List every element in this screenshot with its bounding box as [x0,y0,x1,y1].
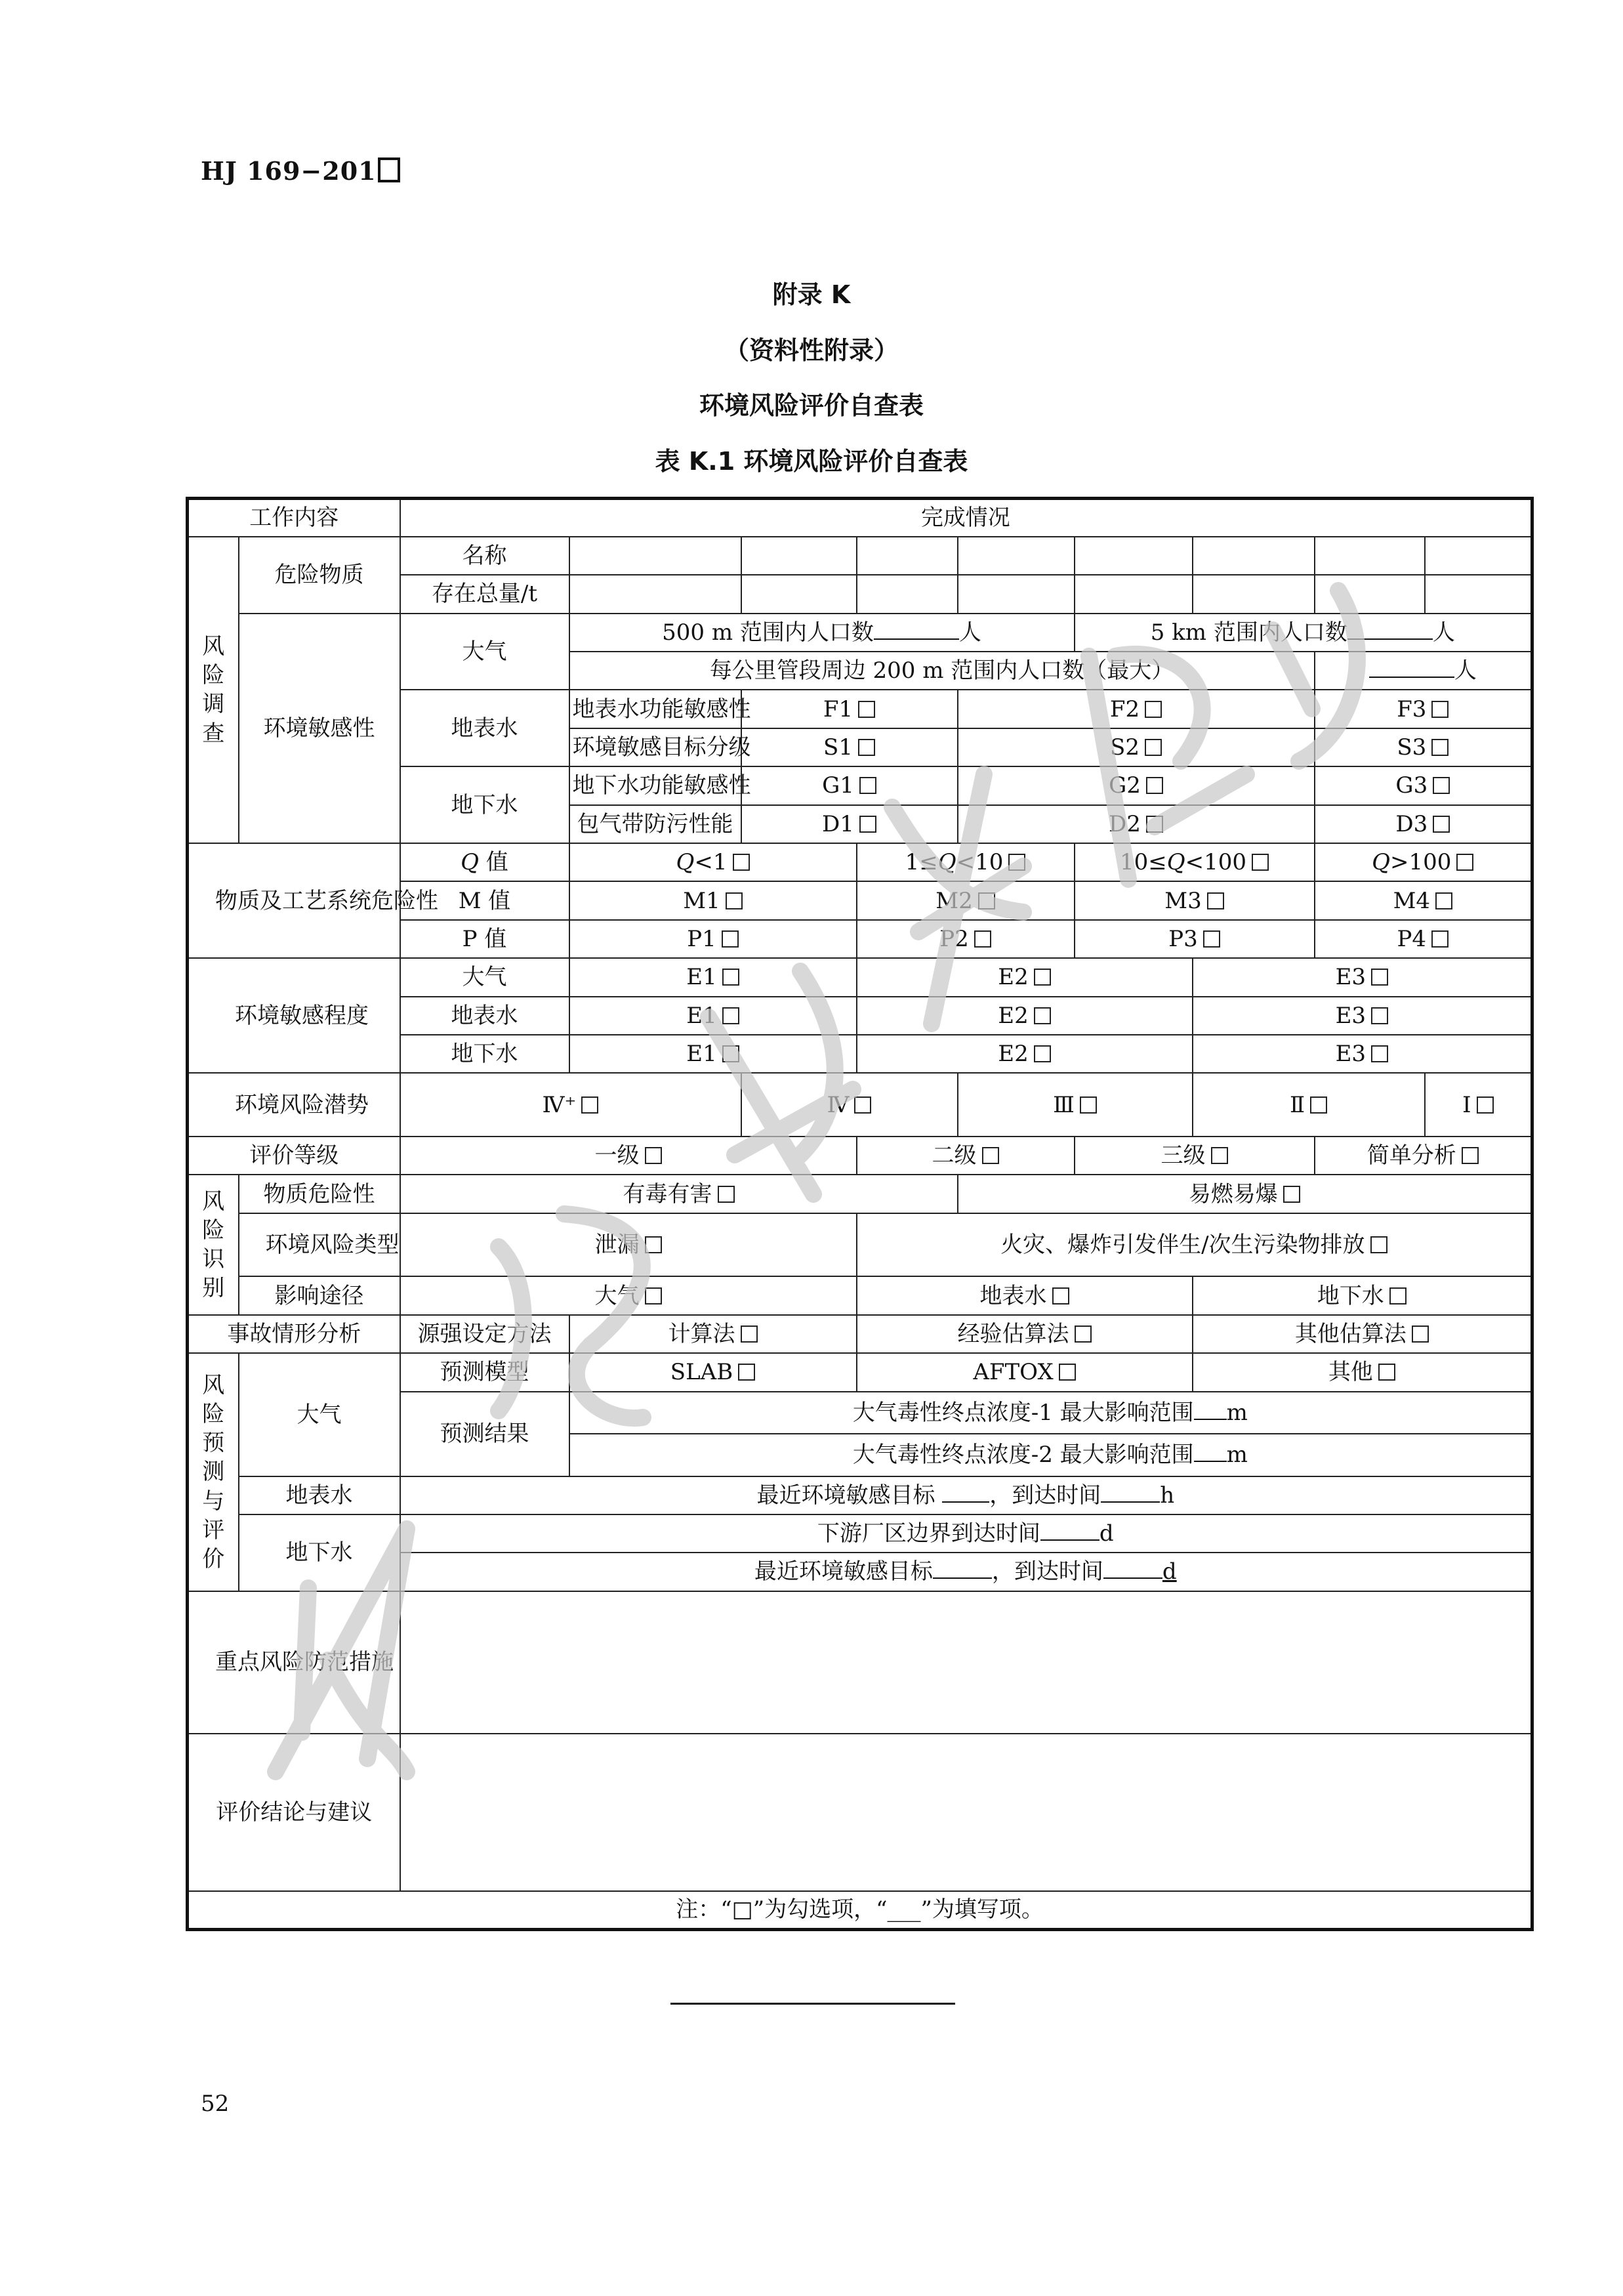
option-grade-simple[interactable]: 简单分析 [1315,1137,1532,1175]
table-row [188,843,1532,881]
appendix-heading: 附录 K [772,280,851,309]
eval-grade-label: 评价等级 [188,1137,400,1175]
header-work-content: 工作内容 [188,499,400,537]
option-air-e2[interactable]: E2 [857,958,1193,996]
checkbox-icon[interactable] [1052,1287,1069,1305]
option-pathway-air[interactable]: 大气 [400,1276,857,1314]
option-g3[interactable]: G3 [1315,766,1532,804]
risk-identification-label: 风险识别 [188,1175,239,1314]
option-pathway-gw[interactable]: 地下水 [1193,1276,1532,1314]
option-m1[interactable]: M1 [569,881,857,919]
option-pathway-sw[interactable]: 地表水 [857,1276,1193,1314]
checkbox-icon[interactable] [1412,1325,1429,1343]
groundwater-label: 地下水 [400,766,569,843]
checkbox-icon[interactable] [978,892,995,909]
name-cell[interactable] [1425,537,1532,575]
sw-target-label: 环境敏感目标分级 [569,728,741,766]
sw-nearest-target: 最近环境敏感目标 ，到达时间 h [400,1476,1532,1514]
table-row [188,1073,1532,1137]
checkbox-icon[interactable] [1080,1096,1097,1114]
document-code [201,156,400,186]
population-500m: 500 m 范围内人口数 人 [569,614,1075,652]
option-other-model[interactable]: 其他 [1193,1353,1532,1391]
checkbox-icon[interactable] [1145,739,1162,756]
table-row [188,614,1532,652]
checkbox-icon[interactable] [854,1096,871,1114]
option-g1[interactable]: G1 [741,766,958,804]
checkbox-icon[interactable] [1371,1007,1388,1024]
checkbox-icon[interactable] [645,1236,662,1253]
population-5km: 5 km 范围内人口数 人 [1075,614,1532,652]
gw-function-label: 地下水功能敏感性 [569,766,741,804]
option-grade2[interactable]: 二级 [857,1137,1075,1175]
option-slab[interactable]: SLAB [569,1353,857,1391]
option-p3[interactable]: P3 [1075,920,1315,958]
vadose-label: 包气带防污性能 [569,805,741,843]
option-g2[interactable]: G2 [958,766,1315,804]
option-q2[interactable]: 1≤Q<10 [857,843,1075,881]
option-f3[interactable]: F3 [1315,690,1532,728]
checkbox-icon[interactable] [1477,1096,1494,1114]
option-s3[interactable]: S3 [1315,728,1532,766]
option-fire-explosion[interactable]: 火灾、爆炸引发伴生/次生污染物排放 [857,1213,1532,1277]
key-measures-label: 重点风险防范措施 [188,1591,400,1734]
option-calc[interactable]: 计算法 [569,1315,857,1353]
table-row [188,1213,1532,1277]
table-row [188,1891,1532,1930]
name-cell[interactable] [1193,537,1315,575]
option-leak[interactable]: 泄漏 [400,1213,857,1277]
process-hazard-label: 物质及工艺系统危险性 [188,843,400,958]
tox-endpoint-1: 大气毒性终点浓度-1 最大影响范围 m [569,1392,1532,1434]
checkbox-icon[interactable] [1371,969,1388,986]
stock-cell[interactable] [569,575,741,613]
option-sw-e2[interactable]: E2 [857,997,1193,1035]
risk-survey-label: 风险调查 [188,537,239,843]
checkbox-icon[interactable] [1207,892,1224,909]
population-5km-blank[interactable] [1347,638,1433,640]
stock-cell[interactable] [1075,575,1193,613]
option-f1[interactable]: F1 [741,690,958,728]
checkbox-icon[interactable] [741,1325,758,1343]
option-m4[interactable]: M4 [1315,881,1532,919]
stock-cell[interactable] [958,575,1075,613]
stock-cell[interactable] [1425,575,1532,613]
checkbox-icon[interactable] [1370,1236,1387,1253]
checkbox-icon[interactable] [1431,930,1448,948]
checkbox-icon[interactable] [1433,777,1450,794]
checkbox-icon[interactable] [859,816,876,833]
air-label: 大气 [400,614,569,690]
table-row [188,1276,1532,1314]
checkbox-icon[interactable] [1211,1147,1228,1164]
checkbox-icon[interactable] [645,1287,662,1305]
p-value-label: P 值 [400,920,569,958]
option-sw-e3[interactable]: E3 [1193,997,1532,1035]
name-cell[interactable] [1075,537,1193,575]
table-row [188,1175,1532,1213]
hazard-substance-label: 危险物质 [239,537,400,614]
header-completion: 完成情况 [400,499,1532,537]
checkbox-icon[interactable] [1034,1007,1051,1024]
option-flammable[interactable]: 易燃易爆 [958,1175,1532,1213]
checkbox-icon[interactable] [1462,1147,1479,1164]
name-cell[interactable] [958,537,1075,575]
table-row [188,1476,1532,1514]
option-p4[interactable]: P4 [1315,920,1532,958]
table-row [188,1734,1532,1891]
tox-endpoint-1-blank[interactable] [1194,1419,1227,1420]
env-sensitivity-label: 环境敏感性 [239,614,400,843]
checkbox-icon[interactable] [722,969,739,986]
checkbox-icon[interactable] [1034,969,1051,986]
checkbox-icon[interactable] [722,930,739,948]
population-500m-blank[interactable] [874,638,959,640]
option-p2[interactable]: P2 [857,920,1075,958]
checkbox-icon[interactable] [1431,739,1448,756]
table-note: 注：“□”为勾选项，“___”为填写项。 [188,1891,1532,1930]
option-f2[interactable]: F2 [958,690,1315,728]
stock-cell[interactable] [1315,575,1425,613]
option-q3[interactable]: 10≤Q<100 [1075,843,1315,881]
gw-target-blank[interactable] [933,1577,992,1579]
checkbox-icon[interactable] [718,1186,735,1203]
population-pipeline-blank[interactable] [1369,677,1454,678]
table-header-row [188,499,1532,537]
table-row [188,1315,1532,1353]
tox-endpoint-2: 大气毒性终点浓度-2 最大影响范围 m [569,1434,1532,1476]
population-pipeline: 每公里管段周边 200 m 范围内人口数（最大） [569,652,1315,690]
option-grade1[interactable]: 一级 [400,1137,857,1175]
option-iv[interactable]: Ⅳ [741,1073,958,1137]
name-cell[interactable] [1315,537,1425,575]
name-cell[interactable] [857,537,958,575]
option-s2[interactable]: S2 [958,728,1315,766]
gw-downstream: 下游厂区边界到达时间 d [400,1514,1532,1553]
table-row [188,958,1532,996]
checkbox-icon[interactable] [1059,1364,1076,1381]
checkbox-icon[interactable] [858,701,875,718]
option-s1[interactable]: S1 [741,728,958,766]
gw-nearest-target: 最近环境敏感目标 ，到达时间 d [400,1553,1532,1591]
option-i[interactable]: Ⅰ [1425,1073,1532,1137]
option-aftox[interactable]: AFTOX [857,1353,1193,1391]
air-label: 大气 [400,958,569,996]
table-row [188,1353,1532,1391]
stock-cell[interactable] [857,575,958,613]
self-check-table [186,497,1534,1931]
source-method-label: 源强设定方法 [400,1315,569,1353]
option-iv-plus[interactable]: Ⅳ⁺ [400,1073,741,1137]
surface-water-label: 地表水 [239,1476,400,1514]
checkbox-icon[interactable] [1371,1045,1388,1062]
gw-downstream-blank[interactable] [1040,1539,1099,1541]
option-grade3[interactable]: 三级 [1075,1137,1315,1175]
substance-hazard-label: 物质危险性 [239,1175,400,1213]
groundwater-label: 地下水 [239,1514,400,1591]
end-rule [670,2003,955,2005]
checkbox-icon[interactable] [1310,1096,1327,1114]
conclusion-cell[interactable] [400,1734,1532,1891]
option-q4[interactable]: Q>100 [1315,843,1532,881]
option-d3[interactable]: D3 [1315,805,1532,843]
checkbox-icon[interactable] [722,1007,739,1024]
checkbox-icon[interactable] [733,854,750,871]
table-row [188,1591,1532,1734]
name-label: 名称 [400,537,569,575]
option-gw-e2[interactable]: E2 [857,1035,1193,1073]
checkbox-icon[interactable] [645,1147,662,1164]
option-toxic[interactable]: 有毒有害 [400,1175,958,1213]
surface-water-label: 地表水 [400,997,569,1035]
sw-time-blank[interactable] [1101,1501,1160,1503]
pathway-label: 影响途径 [239,1276,400,1314]
checkbox-icon[interactable] [1389,1287,1407,1305]
checkbox-icon[interactable] [982,1147,999,1164]
stock-cell[interactable] [1193,575,1315,613]
option-other-est[interactable]: 其他估算法 [1193,1315,1532,1353]
option-q1[interactable]: Q<1 [569,843,857,881]
option-d1[interactable]: D1 [741,805,958,843]
page-title: 环境风险评价自查表 [699,391,924,420]
checkbox-icon[interactable] [726,892,743,909]
m-value-label: M 值 [400,881,569,919]
groundwater-label: 地下水 [400,1035,569,1073]
checkbox-icon[interactable] [1378,1364,1395,1381]
name-cell[interactable] [741,537,857,575]
page-number: 52 [201,2091,230,2117]
risk-type-label: 环境风险类型 [239,1213,400,1277]
stock-label: 存在总量/t [400,575,569,613]
checkbox-icon[interactable] [859,777,876,794]
option-gw-e1[interactable]: E1 [569,1035,857,1073]
accident-analysis-label: 事故情形分析 [188,1315,400,1353]
checkbox-icon[interactable] [1252,854,1269,871]
option-p1[interactable]: P1 [569,920,857,958]
sw-function-label: 地表水功能敏感性 [569,690,741,728]
checkbox-icon[interactable] [1435,892,1452,909]
checkbox-icon[interactable] [1008,854,1025,871]
table-row [188,1137,1532,1175]
gw-time-blank[interactable] [1103,1577,1162,1579]
checkbox-icon[interactable] [1433,816,1450,833]
placeholder-box-icon [378,157,400,182]
key-measures-cell[interactable] [400,1591,1532,1734]
table-row [188,1514,1532,1553]
stock-cell[interactable] [741,575,857,613]
checkbox-icon[interactable] [722,1045,739,1062]
checkbox-icon[interactable] [1203,930,1220,948]
checkbox-icon[interactable] [1456,854,1473,871]
sw-target-blank[interactable] [942,1501,989,1503]
tox-endpoint-2-blank[interactable] [1194,1461,1227,1462]
document-code-text: HJ 169−201 [201,156,377,186]
checkbox-icon[interactable] [1146,777,1163,794]
checkbox-icon[interactable] [1431,701,1448,718]
checkbox-icon[interactable] [858,739,875,756]
checkbox-icon[interactable] [581,1096,598,1114]
option-air-e1[interactable]: E1 [569,958,857,996]
checkbox-icon[interactable] [1283,1186,1300,1203]
appendix-type: （资料性附录） [724,336,899,365]
option-iii[interactable]: Ⅲ [958,1073,1193,1137]
table-row [188,537,1532,575]
option-empirical[interactable]: 经验估算法 [857,1315,1193,1353]
q-value-label: Q 值 [400,843,569,881]
name-cell[interactable] [569,537,741,575]
checkbox-icon[interactable] [974,930,991,948]
checkbox-icon[interactable] [738,1364,755,1381]
table-title: 表 K.1 环境风险评价自查表 [655,447,968,476]
option-sw-e1[interactable]: E1 [569,997,857,1035]
option-ii[interactable]: Ⅱ [1193,1073,1425,1137]
env-risk-potential-label: 环境风险潜势 [188,1073,400,1137]
option-gw-e3[interactable]: E3 [1193,1035,1532,1073]
env-sens-degree-label: 环境敏感程度 [188,958,400,1073]
surface-water-label: 地表水 [400,690,569,766]
pred-result-label: 预测结果 [400,1392,569,1476]
air-label: 大气 [239,1353,400,1476]
pred-model-label: 预测模型 [400,1353,569,1391]
option-m2[interactable]: M2 [857,881,1075,919]
conclusion-label: 评价结论与建议 [188,1734,400,1891]
population-pipeline-value: 人 [1315,652,1532,690]
risk-prediction-label: 风险预测与评价 [188,1353,239,1591]
checkbox-icon[interactable] [1075,1325,1092,1343]
option-m3[interactable]: M3 [1075,881,1315,919]
checkbox-icon[interactable] [1034,1045,1051,1062]
checkbox-icon[interactable] [1145,701,1162,718]
checkbox-icon[interactable] [1146,816,1163,833]
option-air-e3[interactable]: E3 [1193,958,1532,996]
option-d2[interactable]: D2 [958,805,1315,843]
